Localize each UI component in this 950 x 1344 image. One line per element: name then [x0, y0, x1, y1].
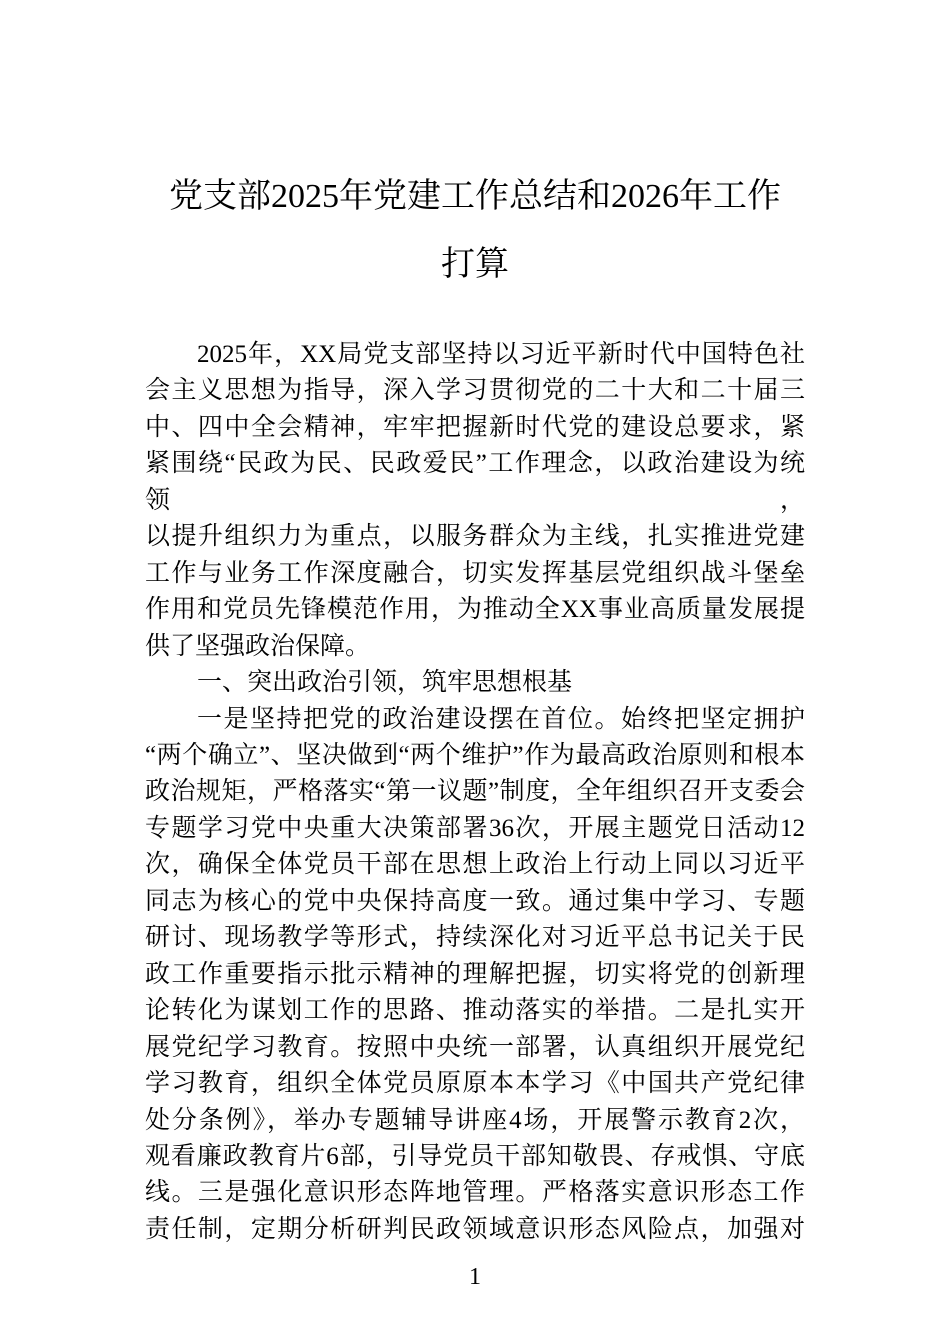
section-heading [145, 665, 805, 701]
text-line: 工作与业务工作深度融合，切实发挥基层党组织战斗堡垒 [145, 559, 805, 587]
text-line: 会主义思想为指导，深入学习贯彻党的二十大和二十届三 [145, 377, 805, 405]
page-content [145, 337, 805, 1292]
text-line: 作用和党员先锋模范作用，为推动全XX事业高质量发展提 [145, 596, 805, 624]
document-title-line-2: 打算 [441, 246, 509, 283]
text-line: 供了坚强政治保障。 [145, 632, 371, 660]
paragraph [145, 702, 805, 1249]
text-line: 一、突出政治引领，筑牢思想根基 [197, 669, 573, 697]
text-line: 政工作重要指示批示精神的理解把握，切实将党的创新理 [145, 960, 805, 988]
text-line: 学习教育，组织全体党员原原本本学习《中国共产党纪律 [145, 1070, 805, 1098]
text-line: 2025年，XX局党支部坚持以习近平新时代中国特色社 [197, 341, 805, 368]
text-line: 同志为核心的党中央保持高度一致。通过集中学习、专题 [145, 887, 805, 915]
text-line: “两个确立”、坚决做到“两个维护”作为最高政治原则和根本 [145, 741, 805, 769]
text-line: 研讨、现场教学等形式，持续深化对习近平总书记关于民 [145, 924, 805, 952]
text-line: 一是坚持把党的政治建设摆在首位。始终把坚定拥护 [197, 705, 805, 733]
text-line: 处分条例》，举办专题辅导讲座4场，开展警示教育2次， [145, 1106, 805, 1134]
text-line: 次，确保全体党员干部在思想上政治上行动上同以习近平 [145, 851, 805, 879]
text-line: 论转化为谋划工作的思路、推动落实的举措。二是扎实开 [145, 997, 805, 1025]
text-line: 责任制，定期分析研判民政领域意识形态风险点，加强对 [145, 1215, 805, 1243]
paragraph [145, 337, 805, 665]
text-line: 线。三是强化意识形态阵地管理。严格落实意识形态工作 [145, 1179, 805, 1207]
page-number: 1 [469, 1264, 481, 1291]
text-line: 展党纪学习教育。按照中央统一部署，认真组织开展党纪 [145, 1033, 805, 1061]
document-title-line-1: 党支部2025年党建工作总结和2026年工作 [169, 178, 781, 215]
text-line: 专题学习党中央重大决策部署36次，开展主题党日活动12 [145, 814, 805, 842]
text-line: 以提升组织力为重点，以服务群众为主线，扎实推进党建 [145, 523, 805, 551]
text-line: 中、四中全会精神，牢牢把握新时代党的建设总要求，紧 [145, 413, 805, 441]
text-line: 紧围绕“民政为民、民政爱民”工作理念，以政治建设为统领， [145, 450, 805, 514]
text-line: 政治规矩，严格落实“第一议题”制度，全年组织召开支委会 [145, 778, 805, 806]
text-line: 观看廉政教育片6部，引导党员干部知敬畏、存戒惧、守底 [145, 1142, 805, 1170]
document-body [145, 337, 805, 1248]
